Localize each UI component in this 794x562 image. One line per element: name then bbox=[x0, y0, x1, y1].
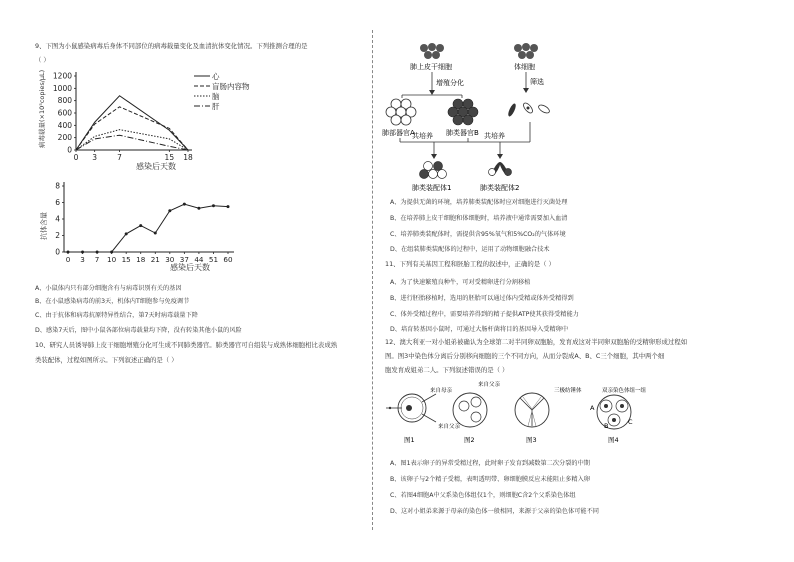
chart1-x-tick-label: 3 bbox=[92, 153, 98, 162]
chart2-data-point bbox=[81, 251, 84, 254]
chart2-data-point bbox=[96, 251, 99, 254]
organoid-a-label: 肺部器官A bbox=[382, 129, 415, 137]
chart2-x-tick-label: 18 bbox=[136, 255, 146, 264]
proliferate-label: 增殖分化 bbox=[436, 79, 464, 87]
figure-4-three-cells-icon bbox=[597, 395, 631, 429]
fertilization-figure bbox=[382, 380, 682, 450]
q12-stem-line1: 12、澳大利亚一对小姐弟被确认为全球第二对半同卵双胞胎，发育成这对半同卵双胞胎的受精卵形成过程如 bbox=[385, 338, 688, 346]
cell-a-label: A bbox=[590, 404, 595, 412]
triple-spindle-label: 三极纺锤体 bbox=[554, 388, 582, 394]
chart2-data-point bbox=[197, 207, 200, 210]
organoid-b-label: 肺类器官B bbox=[446, 129, 479, 137]
chart1-series-line bbox=[76, 107, 188, 150]
q9-option-d: D、感染7天后，图中小鼠各部位病毒载量均下降，没有转染其他小鼠的风险 bbox=[35, 327, 242, 334]
chart2-ylabel: 抗体含量 bbox=[40, 212, 48, 240]
chart2-data-point bbox=[212, 204, 215, 207]
chart1-y-tick-label: 800 bbox=[57, 96, 72, 106]
cell-c-label: C bbox=[628, 418, 633, 426]
spindle-cell-icon bbox=[507, 101, 551, 117]
q9-option-a: A、小鼠体内只有部分细胞含有与病毒识别有关的基因 bbox=[35, 285, 182, 292]
chart2-x-tick-label: 21 bbox=[150, 255, 160, 264]
chart1-x-tick-label: 15 bbox=[164, 153, 175, 162]
from-father-label-2: 来自父亲 bbox=[438, 424, 461, 430]
chart2-data-point bbox=[183, 203, 186, 206]
chart2-x-tick-label: 3 bbox=[80, 255, 85, 264]
chart2-x-tick-label: 30 bbox=[165, 255, 175, 264]
figure-1-egg-icon bbox=[386, 394, 436, 422]
fig3-caption: 图3 bbox=[526, 436, 537, 444]
assembly-1-icon bbox=[420, 162, 447, 179]
fig1-caption: 图1 bbox=[404, 436, 415, 444]
stem-cell-label: 肺上皮干细胞 bbox=[410, 63, 452, 71]
double-chrom-label: 双亲染色体组一组 bbox=[602, 388, 647, 394]
q9-stem: 9、下图为小鼠感染病毒后身体不同部位的病毒载量变化及血清抗体变化情况。下列推测合理的是 bbox=[35, 42, 308, 50]
q12-option-a: A、图1表示卵子的异常受精过程，此时卵子发育到减数第二次分裂的中期 bbox=[390, 460, 590, 467]
from-father-label: 来自父亲 bbox=[478, 382, 501, 388]
chart1-legend-label: 脑 bbox=[212, 92, 220, 101]
q9-paren: （ ） bbox=[35, 56, 50, 64]
chart2-x-tick-label: 15 bbox=[121, 255, 131, 264]
chart1-series-line bbox=[76, 96, 188, 150]
coculture-label-1: 共培养 bbox=[412, 132, 433, 140]
fig4-caption: 图4 bbox=[608, 436, 619, 444]
screen-label: 筛选 bbox=[530, 78, 544, 86]
chart2-y-tick-label: 2 bbox=[55, 231, 60, 240]
chart2-y-tick-label: 8 bbox=[55, 181, 60, 191]
chart1-x-tick-label: 18 bbox=[183, 153, 193, 162]
chart2-data-point bbox=[154, 232, 157, 235]
antibody-chart bbox=[30, 178, 270, 276]
coculture-label-2: 共培养 bbox=[484, 132, 505, 140]
chart2-x-tick-label: 37 bbox=[179, 255, 189, 264]
chart1-y-tick-label: 200 bbox=[57, 133, 72, 143]
chart1-y-tick-label: 600 bbox=[57, 108, 72, 118]
column-divider bbox=[372, 30, 373, 530]
chart2-data-point bbox=[67, 251, 70, 254]
chart2-y-tick-label: 0 bbox=[55, 247, 60, 257]
chart2-x-tick-label: 44 bbox=[194, 255, 204, 264]
q12-option-d: D、这对小姐弟来源于母亲的染色体一般相同，来源于父亲的染色体可能不同 bbox=[390, 508, 599, 515]
organoid-b-icon bbox=[448, 99, 478, 125]
q12-stem-line3: 胞发育成姐弟二人。下列叙述错误的是（ ） bbox=[385, 366, 509, 374]
figure-2-zygote-icon bbox=[453, 393, 487, 427]
figure-3-spindle-icon bbox=[515, 393, 549, 427]
chart2-y-tick-label: 6 bbox=[55, 198, 60, 207]
chart2-x-tick-label: 0 bbox=[65, 255, 71, 264]
assembly-2-label: 肺类装配体2 bbox=[480, 184, 520, 192]
chart1-series-line bbox=[76, 135, 188, 150]
q12-stem-line2: 图。图3中染色体分离后分别移向细胞的三个不同方向，从而分裂成A、B、C三个细胞，其中两个细 bbox=[385, 352, 665, 360]
chart2-x-tick-label: 60 bbox=[223, 255, 233, 264]
chart1-x-tick-label: 7 bbox=[117, 153, 122, 162]
chart2-x-tick-label: 10 bbox=[107, 255, 117, 264]
q10-option-c: C、培养肺类装配体时，需提供含95%氧气和5%CO₂的气体环境 bbox=[390, 231, 566, 238]
q11-stem: 11、下列有关基因工程和胚胎工程的叙述中，正确的是（ ） bbox=[385, 260, 555, 268]
q10-stem-line2: 类装配体，过程如图所示。下列叙述正确的是（ ） bbox=[35, 356, 178, 364]
from-mother-label: 来自母亲 bbox=[430, 388, 453, 394]
chart2-data-point bbox=[125, 232, 128, 235]
chart2-y-tick-label: 4 bbox=[55, 214, 60, 224]
chart2-data-point bbox=[110, 251, 113, 254]
chart1-y-tick-label: 1000 bbox=[52, 83, 72, 93]
stem-cell-cluster-icon bbox=[420, 43, 444, 59]
assembly-1-label: 肺类装配体1 bbox=[412, 184, 452, 192]
q10-option-a: A、为提供无菌的环境，培养肺类装配体时应对细胞进行灭菌处理 bbox=[390, 199, 568, 206]
organoid-diagram bbox=[380, 38, 580, 194]
chart2-x-tick-label: 7 bbox=[94, 255, 100, 264]
chart2-xlabel: 感染后天数 bbox=[170, 263, 210, 272]
q11-option-b: B、进行胚胎移植时，选用的胚胎可以通过体内受精或体外受精得到 bbox=[390, 295, 574, 302]
chart1-y-tick-label: 0 bbox=[67, 145, 72, 155]
q11-option-d: D、培育转基因小鼠时，可通过大肠杆菌将目的基因导入受精卵中 bbox=[390, 326, 569, 333]
chart2-data-point bbox=[168, 209, 171, 212]
chart1-legend-label: 肝 bbox=[212, 102, 220, 111]
chart1-y-tick-label: 1200 bbox=[52, 71, 72, 81]
chart1-legend bbox=[194, 72, 250, 111]
chart2-data-point bbox=[227, 205, 230, 208]
fig2-caption: 图2 bbox=[464, 436, 475, 444]
body-cell-label: 体细胞 bbox=[514, 63, 535, 71]
organoid-a-icon bbox=[386, 99, 416, 125]
chart1-ylabel: 病毒载量(×10⁵copies/μL) bbox=[38, 69, 46, 148]
q12-option-b: B、该卵子与2个精子受精，表明透明带、卵细胞膜反应未能阻止多精入卵 bbox=[390, 476, 590, 483]
q10-stem-line1: 10、研究人员诱导肺上皮干细胞增殖分化可生成不同肺类器官。肺类器官可自组装与成熟体细胞相比表成熟 bbox=[35, 341, 338, 349]
assembly-2-icon bbox=[489, 161, 512, 177]
chart2-data-point bbox=[139, 224, 142, 227]
q11-option-a: A、为了快速繁殖良种牛，可对受精卵进行分割移植 bbox=[390, 279, 531, 286]
chart1-legend-label: 心 bbox=[212, 72, 220, 81]
q12-option-c: C、若图4细胞A中父系染色体组仅1个，则细胞C含2个父系染色体组 bbox=[390, 492, 576, 499]
chart2-series-line bbox=[68, 204, 228, 252]
q10-option-d: D、在组装肺类装配体的过程中，运用了动物细胞融合技术 bbox=[390, 246, 550, 253]
chart2-x-tick-label: 51 bbox=[208, 255, 219, 264]
q11-option-c: C、体外受精过程中，需要培养得到的精子提供ATP使其获得受精能力 bbox=[390, 311, 579, 318]
q10-option-b: B、在培养肺上皮干细胞和体细胞时，培养液中通常需要加入血清 bbox=[390, 215, 568, 222]
q9-option-b: B、在小鼠感染病毒的前3天，机体内T细胞参与免疫调节 bbox=[35, 298, 190, 305]
q9-option-c: C、由于抗体和病毒抗原特异性结合，第7天时病毒载量下降 bbox=[35, 312, 198, 319]
virus-load-chart bbox=[30, 62, 270, 172]
body-cell-cluster-icon bbox=[514, 43, 538, 59]
chart1-y-tick-label: 400 bbox=[57, 120, 72, 130]
chart1-x-tick-label: 0 bbox=[73, 153, 79, 162]
cell-b-label: B bbox=[604, 422, 609, 430]
chart1-legend-label: 盲肠内容物 bbox=[212, 82, 250, 91]
chart1-xlabel: 感染后天数 bbox=[136, 162, 176, 171]
